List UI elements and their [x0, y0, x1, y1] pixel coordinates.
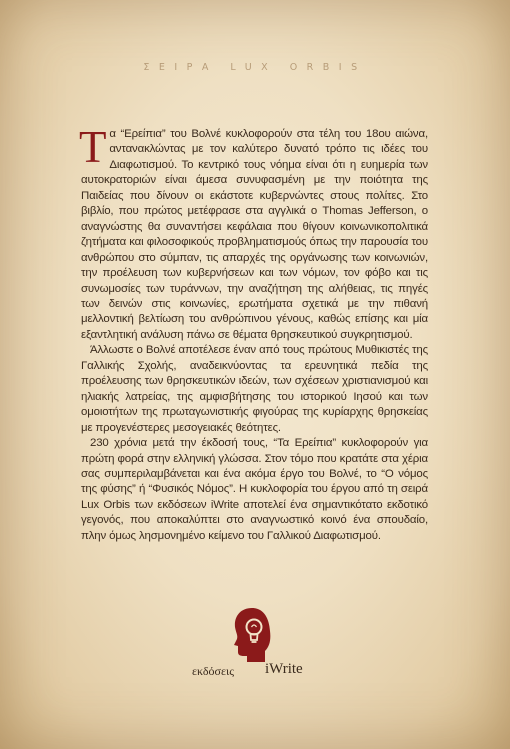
publisher-logo: [0, 607, 510, 687]
publisher-label: εκδόσεις: [192, 664, 234, 678]
paragraph-3: 230 χρόνια μετά την έκδοσή τους, “Τα Ερείπια” κυκλοφορούν για πρώτη φορά στην ελληνική γλώσσα. Στον τόμο που κρατάτε στα χέρια σας συμπεριλαμβάνεται και ένα ακόμα έργο του Βολνέ, το “Ο νόμος της φύσης” ή “Φυσικός Νόμος”. Η κυκλοφορία του έργου από τη σειρά Lux Orbis των εκδόσεων iWrite αποτελεί ένα σημαντικότατο εκδοτικό γεγονός, που αποκαλύπτει στο αναγνωστικό κοινό ένα σπουδαίο, πλην όμως λησμονημένο κείμενο του Γαλλικού Διαφωτισμού.: [81, 437, 428, 542]
series-title: ΣΕΙΡΑ LUX ORBIS: [143, 62, 367, 73]
head-with-lightbulb-icon: [232, 607, 272, 663]
paragraph-1-text: α “Ερείπια” του Βολνέ κυκλοφορούν στα τέλη του 18ου αιώνα, αντανακλώντας με τον καλύτερο δυνατό τρόπο τις ιδέες του Διαφωτισμού. Το κεντρικό τους νόημα είναι ότι η ευημερία των αυτοκρατοριών είναι άμεσα συνυφασμένη με την ποιότητα της Παιδείας που δίνουν οι εκάστοτε κυβερνώντες στους πολίτες. Στο βιβλίο, που πρώτος μετέφρασε στα αγγλικά ο Thomas Jefferson, ο αναγνώστης θα συναντήσει κεφάλαια που θίγουν κοινωνικοπολιτικά ζητήματα και φιλοσοφικούς προβληματισμούς όπως την παρουσία του ανθρώπου στο σύμπαν, τις απαρχές της οργάνωσης των κοινωνιών, την προέλευση των κυβερνήσεων και των νόμων, τον φόβο και τις συνωμοσίες των τυράννων, την αναζήτηση της αλήθειας, τις πηγές των δεινών στις κοινωνίες, ερωτήματα σχετικά με την πιθανή μελλοντική βελτίωση του ανθρώπινου γένους, καθώς επίσης και μία εξαντλητική ανάλυση πάνω σε θέματα θρησκευτικού συγκρητισμού.: [81, 128, 428, 341]
publisher-name: iWrite: [265, 661, 303, 677]
back-cover-text: [79, 122, 428, 544]
drop-cap: Τ: [79, 122, 107, 172]
paragraph-1: [79, 122, 428, 343]
paragraph-2: Άλλωστε ο Βολνέ αποτέλεσε έναν από τους πρώτους Μυθικιστές της Γαλλικής Σχολής, αναδεικνύοντας τα ερευνητικά πεδία της προέλευσης των θρησκευτικών ιδεών, των σχέσεων χριστιανισμού και ηλιακής λατρείας, της αμφισβήτησης του ιστορικού Ιησού και των ομοιοτήτων της πρωταγωνιστικής φιγούρας της κυρίαρχης θρησκείας με προγενέστερες μεσογειακές θεότητες.: [81, 344, 428, 434]
